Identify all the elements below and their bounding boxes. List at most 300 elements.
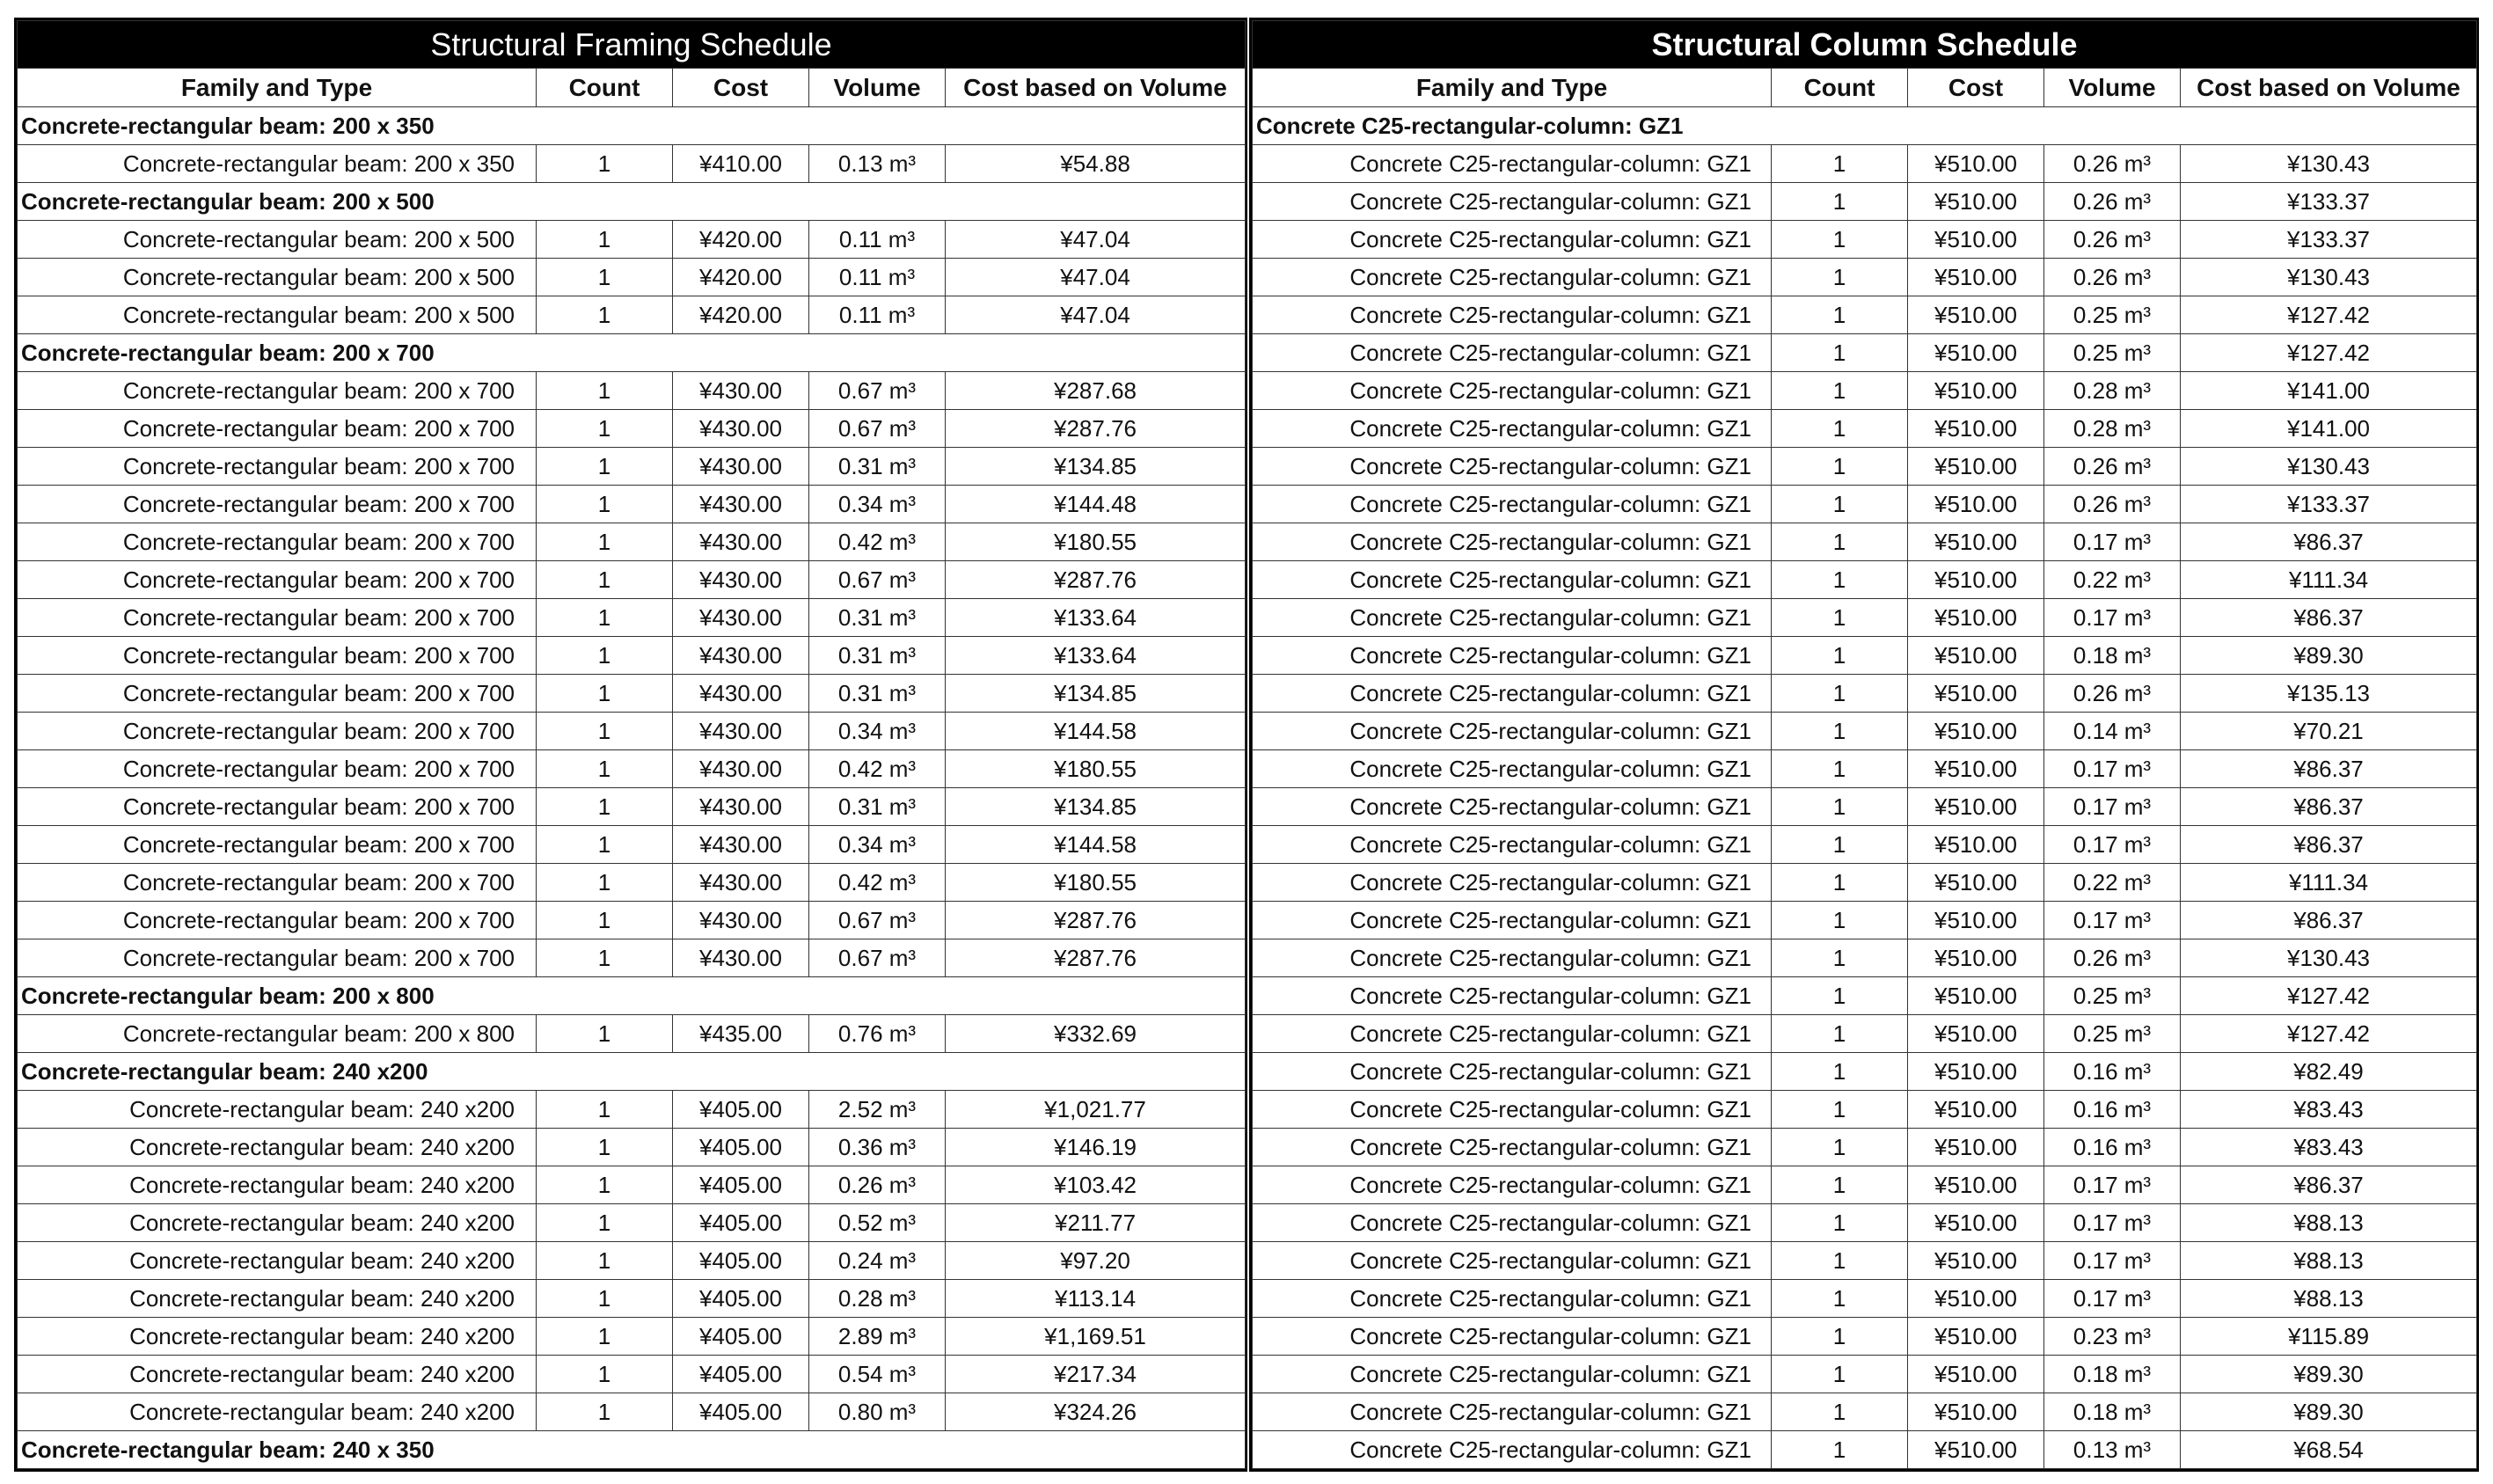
cost-cell[interactable]: ¥510.00	[1908, 1129, 2044, 1166]
cost-cell[interactable]: ¥510.00	[1908, 1242, 2044, 1280]
cost-volume-cell[interactable]: ¥115.89	[2181, 1318, 2477, 1356]
family-type-cell[interactable]: Concrete C25-rectangular-column: GZ1	[1253, 296, 1772, 334]
volume-cell[interactable]: 0.24 m³	[809, 1242, 946, 1280]
count-cell[interactable]: 1	[537, 1204, 673, 1242]
cost-volume-cell[interactable]: ¥141.00	[2181, 410, 2477, 448]
volume-cell[interactable]: 0.28 m³	[809, 1280, 946, 1318]
table-row[interactable]	[18, 939, 1246, 977]
family-type-cell[interactable]: Concrete-rectangular beam: 200 x 700	[18, 523, 537, 561]
family-type-cell[interactable]: Concrete-rectangular beam: 200 x 700	[18, 448, 537, 486]
count-cell[interactable]: 1	[537, 637, 673, 675]
family-type-cell[interactable]: Concrete C25-rectangular-column: GZ1	[1253, 1431, 1772, 1469]
cost-volume-cell[interactable]: ¥83.43	[2181, 1091, 2477, 1129]
cost-volume-cell[interactable]: ¥86.37	[2181, 750, 2477, 788]
family-type-cell[interactable]: Concrete C25-rectangular-column: GZ1	[1253, 183, 1772, 221]
cost-volume-cell[interactable]: ¥88.13	[2181, 1204, 2477, 1242]
volume-cell[interactable]: 0.31 m³	[809, 675, 946, 713]
group-header-row[interactable]	[18, 107, 1246, 145]
cost-cell[interactable]: ¥510.00	[1908, 902, 2044, 939]
volume-cell[interactable]: 0.17 m³	[2044, 788, 2181, 826]
volume-cell[interactable]: 0.26 m³	[809, 1166, 946, 1204]
count-cell[interactable]: 1	[1772, 675, 1908, 713]
cost-volume-cell[interactable]: ¥47.04	[946, 259, 1246, 296]
volume-cell[interactable]: 0.13 m³	[2044, 1431, 2181, 1469]
cost-volume-cell[interactable]: ¥111.34	[2181, 561, 2477, 599]
cost-cell[interactable]: ¥510.00	[1908, 1166, 2044, 1204]
family-type-cell[interactable]: Concrete-rectangular beam: 200 x 700	[18, 372, 537, 410]
cost-volume-cell[interactable]: ¥141.00	[2181, 372, 2477, 410]
table-row[interactable]	[1253, 713, 2477, 750]
family-type-cell[interactable]: Concrete C25-rectangular-column: GZ1	[1253, 221, 1772, 259]
count-cell[interactable]: 1	[1772, 145, 1908, 183]
cost-cell[interactable]: ¥510.00	[1908, 1356, 2044, 1393]
family-type-cell[interactable]: Concrete-rectangular beam: 240 x200	[18, 1091, 537, 1129]
cost-volume-cell[interactable]: ¥111.34	[2181, 864, 2477, 902]
table-row[interactable]	[1253, 939, 2477, 977]
group-header-row[interactable]	[1253, 107, 2477, 145]
family-type-cell[interactable]: Concrete C25-rectangular-column: GZ1	[1253, 448, 1772, 486]
table-row[interactable]	[18, 864, 1246, 902]
table-row[interactable]	[1253, 145, 2477, 183]
count-cell[interactable]: 1	[537, 145, 673, 183]
cost-volume-cell[interactable]: ¥86.37	[2181, 1166, 2477, 1204]
table-row[interactable]	[1253, 448, 2477, 486]
cost-cell[interactable]: ¥430.00	[673, 902, 809, 939]
count-cell[interactable]: 1	[1772, 259, 1908, 296]
family-type-cell[interactable]: Concrete-rectangular beam: 240 x200	[18, 1242, 537, 1280]
cost-volume-cell[interactable]: ¥287.76	[946, 939, 1246, 977]
family-type-cell[interactable]: Concrete C25-rectangular-column: GZ1	[1253, 1166, 1772, 1204]
cost-volume-cell[interactable]: ¥89.30	[2181, 1393, 2477, 1431]
volume-cell[interactable]: 0.26 m³	[2044, 259, 2181, 296]
count-cell[interactable]: 1	[537, 486, 673, 523]
table-row[interactable]	[1253, 259, 2477, 296]
cost-cell[interactable]: ¥430.00	[673, 372, 809, 410]
count-cell[interactable]: 1	[1772, 523, 1908, 561]
family-type-cell[interactable]: Concrete-rectangular beam: 200 x 700	[18, 561, 537, 599]
count-cell[interactable]: 1	[537, 1091, 673, 1129]
count-cell[interactable]: 1	[537, 372, 673, 410]
family-type-cell[interactable]: Concrete C25-rectangular-column: GZ1	[1253, 486, 1772, 523]
cost-volume-cell[interactable]: ¥217.34	[946, 1356, 1246, 1393]
cost-volume-cell[interactable]: ¥180.55	[946, 750, 1246, 788]
cost-volume-cell[interactable]: ¥86.37	[2181, 902, 2477, 939]
cost-cell[interactable]: ¥510.00	[1908, 561, 2044, 599]
cost-volume-cell[interactable]: ¥1,021.77	[946, 1091, 1246, 1129]
cost-volume-cell[interactable]: ¥83.43	[2181, 1129, 2477, 1166]
table-row[interactable]	[18, 713, 1246, 750]
family-type-cell[interactable]: Concrete-rectangular beam: 200 x 500	[18, 296, 537, 334]
cost-volume-cell[interactable]: ¥130.43	[2181, 145, 2477, 183]
volume-cell[interactable]: 0.54 m³	[809, 1356, 946, 1393]
volume-cell[interactable]: 0.42 m³	[809, 750, 946, 788]
cost-cell[interactable]: ¥430.00	[673, 864, 809, 902]
table-row[interactable]	[18, 1318, 1246, 1356]
cost-cell[interactable]: ¥510.00	[1908, 864, 2044, 902]
count-cell[interactable]: 1	[537, 1356, 673, 1393]
volume-cell[interactable]: 0.26 m³	[2044, 486, 2181, 523]
table-row[interactable]	[1253, 183, 2477, 221]
volume-cell[interactable]: 0.25 m³	[2044, 977, 2181, 1015]
volume-cell[interactable]: 0.76 m³	[809, 1015, 946, 1053]
volume-cell[interactable]: 0.80 m³	[809, 1393, 946, 1431]
count-cell[interactable]: 1	[537, 826, 673, 864]
header-count[interactable]: Count	[537, 69, 673, 107]
cost-cell[interactable]: ¥430.00	[673, 637, 809, 675]
count-cell[interactable]: 1	[537, 1242, 673, 1280]
cost-cell[interactable]: ¥510.00	[1908, 1204, 2044, 1242]
cost-volume-cell[interactable]: ¥287.76	[946, 410, 1246, 448]
cost-cell[interactable]: ¥405.00	[673, 1242, 809, 1280]
cost-volume-cell[interactable]: ¥127.42	[2181, 296, 2477, 334]
table-row[interactable]	[1253, 1318, 2477, 1356]
count-cell[interactable]: 1	[1772, 448, 1908, 486]
count-cell[interactable]: 1	[1772, 486, 1908, 523]
table-row[interactable]	[1253, 561, 2477, 599]
cost-volume-cell[interactable]: ¥89.30	[2181, 1356, 2477, 1393]
cost-volume-cell[interactable]: ¥68.54	[2181, 1431, 2477, 1469]
table-row[interactable]	[18, 1204, 1246, 1242]
cost-cell[interactable]: ¥430.00	[673, 713, 809, 750]
family-type-cell[interactable]: Concrete C25-rectangular-column: GZ1	[1253, 145, 1772, 183]
cost-cell[interactable]: ¥510.00	[1908, 334, 2044, 372]
cost-cell[interactable]: ¥405.00	[673, 1129, 809, 1166]
volume-cell[interactable]: 0.28 m³	[2044, 410, 2181, 448]
cost-cell[interactable]: ¥430.00	[673, 599, 809, 637]
count-cell[interactable]: 1	[1772, 750, 1908, 788]
family-type-cell[interactable]: Concrete C25-rectangular-column: GZ1	[1253, 1204, 1772, 1242]
count-cell[interactable]: 1	[537, 296, 673, 334]
table-row[interactable]	[18, 259, 1246, 296]
table-row[interactable]	[1253, 750, 2477, 788]
count-cell[interactable]: 1	[537, 448, 673, 486]
family-type-cell[interactable]: Concrete-rectangular beam: 240 x200	[18, 1393, 537, 1431]
volume-cell[interactable]: 0.31 m³	[809, 448, 946, 486]
table-row[interactable]	[18, 788, 1246, 826]
group-header-row[interactable]	[18, 977, 1246, 1015]
cost-cell[interactable]: ¥405.00	[673, 1204, 809, 1242]
family-type-cell[interactable]: Concrete-rectangular beam: 200 x 700	[18, 713, 537, 750]
count-cell[interactable]: 1	[537, 410, 673, 448]
count-cell[interactable]: 1	[1772, 1393, 1908, 1431]
volume-cell[interactable]: 0.17 m³	[2044, 902, 2181, 939]
count-cell[interactable]: 1	[1772, 1318, 1908, 1356]
cost-volume-cell[interactable]: ¥70.21	[2181, 713, 2477, 750]
table-row[interactable]	[1253, 599, 2477, 637]
cost-volume-cell[interactable]: ¥134.85	[946, 675, 1246, 713]
count-cell[interactable]: 1	[1772, 1431, 1908, 1469]
cost-cell[interactable]: ¥510.00	[1908, 372, 2044, 410]
table-row[interactable]	[18, 561, 1246, 599]
volume-cell[interactable]: 0.17 m³	[2044, 523, 2181, 561]
cost-volume-cell[interactable]: ¥287.68	[946, 372, 1246, 410]
cost-cell[interactable]: ¥430.00	[673, 826, 809, 864]
cost-volume-cell[interactable]: ¥287.76	[946, 902, 1246, 939]
family-type-cell[interactable]: Concrete-rectangular beam: 200 x 700	[18, 826, 537, 864]
cost-cell[interactable]: ¥510.00	[1908, 750, 2044, 788]
cost-cell[interactable]: ¥420.00	[673, 221, 809, 259]
volume-cell[interactable]: 0.25 m³	[2044, 334, 2181, 372]
volume-cell[interactable]: 0.11 m³	[809, 259, 946, 296]
cost-volume-cell[interactable]: ¥113.14	[946, 1280, 1246, 1318]
header-cost-based-on-volume[interactable]: Cost based on Volume	[2181, 69, 2477, 107]
table-row[interactable]	[1253, 523, 2477, 561]
cost-volume-cell[interactable]: ¥180.55	[946, 864, 1246, 902]
table-row[interactable]	[1253, 1242, 2477, 1280]
header-cost[interactable]: Cost	[1908, 69, 2044, 107]
count-cell[interactable]: 1	[1772, 372, 1908, 410]
cost-volume-cell[interactable]: ¥82.49	[2181, 1053, 2477, 1091]
family-type-cell[interactable]: Concrete-rectangular beam: 200 x 700	[18, 788, 537, 826]
volume-cell[interactable]: 0.18 m³	[2044, 1356, 2181, 1393]
table-row[interactable]	[1253, 410, 2477, 448]
cost-volume-cell[interactable]: ¥211.77	[946, 1204, 1246, 1242]
table-row[interactable]	[18, 902, 1246, 939]
family-type-cell[interactable]: Concrete C25-rectangular-column: GZ1	[1253, 713, 1772, 750]
family-type-cell[interactable]: Concrete-rectangular beam: 200 x 700	[18, 637, 537, 675]
volume-cell[interactable]: 0.31 m³	[809, 788, 946, 826]
table-row[interactable]	[18, 410, 1246, 448]
family-type-cell[interactable]: Concrete C25-rectangular-column: GZ1	[1253, 977, 1772, 1015]
cost-cell[interactable]: ¥510.00	[1908, 826, 2044, 864]
cost-volume-cell[interactable]: ¥287.76	[946, 561, 1246, 599]
volume-cell[interactable]: 0.34 m³	[809, 713, 946, 750]
volume-cell[interactable]: 0.52 m³	[809, 1204, 946, 1242]
family-type-cell[interactable]: Concrete-rectangular beam: 200 x 700	[18, 864, 537, 902]
header-family-and-type[interactable]: Family and Type	[1253, 69, 1772, 107]
family-type-cell[interactable]: Concrete-rectangular beam: 200 x 500	[18, 221, 537, 259]
table-row[interactable]	[1253, 1356, 2477, 1393]
cost-cell[interactable]: ¥510.00	[1908, 977, 2044, 1015]
cost-cell[interactable]: ¥510.00	[1908, 1318, 2044, 1356]
family-type-cell[interactable]: Concrete C25-rectangular-column: GZ1	[1253, 1015, 1772, 1053]
cost-cell[interactable]: ¥510.00	[1908, 259, 2044, 296]
table-row[interactable]	[18, 1393, 1246, 1431]
cost-cell[interactable]: ¥435.00	[673, 1015, 809, 1053]
cost-volume-cell[interactable]: ¥130.43	[2181, 259, 2477, 296]
volume-cell[interactable]: 0.16 m³	[2044, 1129, 2181, 1166]
count-cell[interactable]: 1	[1772, 713, 1908, 750]
count-cell[interactable]: 1	[537, 788, 673, 826]
family-type-cell[interactable]: Concrete-rectangular beam: 200 x 700	[18, 675, 537, 713]
cost-cell[interactable]: ¥510.00	[1908, 1091, 2044, 1129]
cost-cell[interactable]: ¥510.00	[1908, 599, 2044, 637]
count-cell[interactable]: 1	[1772, 221, 1908, 259]
family-type-cell[interactable]: Concrete-rectangular beam: 200 x 800	[18, 1015, 537, 1053]
count-cell[interactable]: 1	[537, 713, 673, 750]
count-cell[interactable]: 1	[537, 1280, 673, 1318]
table-row[interactable]	[1253, 486, 2477, 523]
table-row[interactable]	[18, 1356, 1246, 1393]
cost-volume-cell[interactable]: ¥86.37	[2181, 826, 2477, 864]
table-row[interactable]	[1253, 977, 2477, 1015]
family-type-cell[interactable]: Concrete-rectangular beam: 240 x200	[18, 1204, 537, 1242]
cost-volume-cell[interactable]: ¥97.20	[946, 1242, 1246, 1280]
count-cell[interactable]: 1	[1772, 1166, 1908, 1204]
family-type-cell[interactable]: Concrete C25-rectangular-column: GZ1	[1253, 1091, 1772, 1129]
cost-cell[interactable]: ¥510.00	[1908, 939, 2044, 977]
volume-cell[interactable]: 0.22 m³	[2044, 561, 2181, 599]
table-row[interactable]	[18, 750, 1246, 788]
count-cell[interactable]: 1	[537, 599, 673, 637]
table-row[interactable]	[1253, 1393, 2477, 1431]
count-cell[interactable]: 1	[1772, 183, 1908, 221]
count-cell[interactable]: 1	[1772, 599, 1908, 637]
count-cell[interactable]: 1	[1772, 1091, 1908, 1129]
cost-volume-cell[interactable]: ¥134.85	[946, 448, 1246, 486]
count-cell[interactable]: 1	[537, 939, 673, 977]
cost-cell[interactable]: ¥510.00	[1908, 713, 2044, 750]
family-type-cell[interactable]: Concrete-rectangular beam: 200 x 700	[18, 599, 537, 637]
count-cell[interactable]: 1	[1772, 334, 1908, 372]
cost-volume-cell[interactable]: ¥86.37	[2181, 788, 2477, 826]
count-cell[interactable]: 1	[537, 864, 673, 902]
header-count[interactable]: Count	[1772, 69, 1908, 107]
volume-cell[interactable]: 0.14 m³	[2044, 713, 2181, 750]
count-cell[interactable]: 1	[1772, 864, 1908, 902]
table-row[interactable]	[1253, 1091, 2477, 1129]
table-row[interactable]	[1253, 1053, 2477, 1091]
cost-cell[interactable]: ¥510.00	[1908, 1053, 2044, 1091]
cost-volume-cell[interactable]: ¥332.69	[946, 1015, 1246, 1053]
cost-cell[interactable]: ¥510.00	[1908, 637, 2044, 675]
volume-cell[interactable]: 0.67 m³	[809, 372, 946, 410]
cost-volume-cell[interactable]: ¥134.85	[946, 788, 1246, 826]
count-cell[interactable]: 1	[1772, 296, 1908, 334]
cost-cell[interactable]: ¥510.00	[1908, 448, 2044, 486]
family-type-cell[interactable]: Concrete C25-rectangular-column: GZ1	[1253, 372, 1772, 410]
cost-cell[interactable]: ¥510.00	[1908, 145, 2044, 183]
volume-cell[interactable]: 0.67 m³	[809, 410, 946, 448]
family-type-cell[interactable]: Concrete C25-rectangular-column: GZ1	[1253, 902, 1772, 939]
volume-cell[interactable]: 0.17 m³	[2044, 1242, 2181, 1280]
header-cost[interactable]: Cost	[673, 69, 809, 107]
cost-volume-cell[interactable]: ¥144.58	[946, 826, 1246, 864]
header-volume[interactable]: Volume	[809, 69, 946, 107]
volume-cell[interactable]: 0.42 m³	[809, 864, 946, 902]
count-cell[interactable]: 1	[1772, 902, 1908, 939]
volume-cell[interactable]: 0.26 m³	[2044, 221, 2181, 259]
volume-cell[interactable]: 0.17 m³	[2044, 599, 2181, 637]
volume-cell[interactable]: 0.34 m³	[809, 486, 946, 523]
table-row[interactable]	[1253, 1204, 2477, 1242]
cost-cell[interactable]: ¥405.00	[673, 1091, 809, 1129]
table-row[interactable]	[1253, 1431, 2477, 1469]
family-type-cell[interactable]: Concrete C25-rectangular-column: GZ1	[1253, 750, 1772, 788]
family-type-cell[interactable]: Concrete C25-rectangular-column: GZ1	[1253, 410, 1772, 448]
volume-cell[interactable]: 0.36 m³	[809, 1129, 946, 1166]
cost-cell[interactable]: ¥430.00	[673, 410, 809, 448]
volume-cell[interactable]: 0.16 m³	[2044, 1091, 2181, 1129]
family-type-cell[interactable]: Concrete C25-rectangular-column: GZ1	[1253, 1129, 1772, 1166]
count-cell[interactable]: 1	[1772, 1204, 1908, 1242]
cost-cell[interactable]: ¥510.00	[1908, 1015, 2044, 1053]
cost-cell[interactable]: ¥430.00	[673, 675, 809, 713]
volume-cell[interactable]: 0.22 m³	[2044, 864, 2181, 902]
volume-cell[interactable]: 0.28 m³	[2044, 372, 2181, 410]
volume-cell[interactable]: 0.67 m³	[809, 561, 946, 599]
cost-volume-cell[interactable]: ¥180.55	[946, 523, 1246, 561]
cost-cell[interactable]: ¥430.00	[673, 448, 809, 486]
cost-cell[interactable]: ¥430.00	[673, 788, 809, 826]
cost-cell[interactable]: ¥510.00	[1908, 675, 2044, 713]
table-row[interactable]	[1253, 1015, 2477, 1053]
cost-volume-cell[interactable]: ¥133.37	[2181, 183, 2477, 221]
cost-volume-cell[interactable]: ¥127.42	[2181, 977, 2477, 1015]
cost-volume-cell[interactable]: ¥146.19	[946, 1129, 1246, 1166]
family-type-cell[interactable]: Concrete-rectangular beam: 200 x 700	[18, 410, 537, 448]
table-row[interactable]	[18, 523, 1246, 561]
cost-cell[interactable]: ¥510.00	[1908, 1280, 2044, 1318]
table-row[interactable]	[18, 145, 1246, 183]
table-row[interactable]	[1253, 864, 2477, 902]
family-type-cell[interactable]: Concrete C25-rectangular-column: GZ1	[1253, 1242, 1772, 1280]
count-cell[interactable]: 1	[537, 1015, 673, 1053]
family-type-cell[interactable]: Concrete-rectangular beam: 240 x200	[18, 1129, 537, 1166]
count-cell[interactable]: 1	[537, 523, 673, 561]
table-row[interactable]	[18, 486, 1246, 523]
cost-cell[interactable]: ¥510.00	[1908, 486, 2044, 523]
count-cell[interactable]: 1	[1772, 1053, 1908, 1091]
volume-cell[interactable]: 0.34 m³	[809, 826, 946, 864]
cost-cell[interactable]: ¥405.00	[673, 1356, 809, 1393]
cost-cell[interactable]: ¥510.00	[1908, 410, 2044, 448]
family-type-cell[interactable]: Concrete C25-rectangular-column: GZ1	[1253, 675, 1772, 713]
table-row[interactable]	[1253, 675, 2477, 713]
table-row[interactable]	[1253, 637, 2477, 675]
volume-cell[interactable]: 0.17 m³	[2044, 1166, 2181, 1204]
table-row[interactable]	[1253, 1280, 2477, 1318]
volume-cell[interactable]: 0.11 m³	[809, 296, 946, 334]
cost-cell[interactable]: ¥430.00	[673, 939, 809, 977]
cost-volume-cell[interactable]: ¥86.37	[2181, 523, 2477, 561]
family-type-cell[interactable]: Concrete C25-rectangular-column: GZ1	[1253, 1393, 1772, 1431]
count-cell[interactable]: 1	[537, 259, 673, 296]
cost-volume-cell[interactable]: ¥144.48	[946, 486, 1246, 523]
cost-volume-cell[interactable]: ¥135.13	[2181, 675, 2477, 713]
count-cell[interactable]: 1	[1772, 1280, 1908, 1318]
family-type-cell[interactable]: Concrete C25-rectangular-column: GZ1	[1253, 1356, 1772, 1393]
volume-cell[interactable]: 0.67 m³	[809, 939, 946, 977]
count-cell[interactable]: 1	[1772, 637, 1908, 675]
volume-cell[interactable]: 0.25 m³	[2044, 296, 2181, 334]
volume-cell[interactable]: 0.23 m³	[2044, 1318, 2181, 1356]
count-cell[interactable]: 1	[1772, 410, 1908, 448]
volume-cell[interactable]: 0.26 m³	[2044, 448, 2181, 486]
cost-volume-cell[interactable]: ¥88.13	[2181, 1242, 2477, 1280]
header-cost-based-on-volume[interactable]: Cost based on Volume	[946, 69, 1246, 107]
table-row[interactable]	[18, 1166, 1246, 1204]
cost-volume-cell[interactable]: ¥47.04	[946, 221, 1246, 259]
count-cell[interactable]: 1	[1772, 939, 1908, 977]
family-type-cell[interactable]: Concrete C25-rectangular-column: GZ1	[1253, 637, 1772, 675]
volume-cell[interactable]: 0.16 m³	[2044, 1053, 2181, 1091]
count-cell[interactable]: 1	[1772, 1242, 1908, 1280]
family-type-cell[interactable]: Concrete C25-rectangular-column: GZ1	[1253, 1280, 1772, 1318]
cost-cell[interactable]: ¥405.00	[673, 1393, 809, 1431]
family-type-cell[interactable]: Concrete C25-rectangular-column: GZ1	[1253, 939, 1772, 977]
family-type-cell[interactable]: Concrete-rectangular beam: 240 x200	[18, 1166, 537, 1204]
cost-cell[interactable]: ¥405.00	[673, 1280, 809, 1318]
volume-cell[interactable]: 0.17 m³	[2044, 750, 2181, 788]
cost-cell[interactable]: ¥510.00	[1908, 296, 2044, 334]
count-cell[interactable]: 1	[537, 1318, 673, 1356]
cost-cell[interactable]: ¥420.00	[673, 296, 809, 334]
count-cell[interactable]: 1	[537, 1129, 673, 1166]
table-row[interactable]	[18, 296, 1246, 334]
cost-volume-cell[interactable]: ¥324.26	[946, 1393, 1246, 1431]
cost-volume-cell[interactable]: ¥133.64	[946, 637, 1246, 675]
